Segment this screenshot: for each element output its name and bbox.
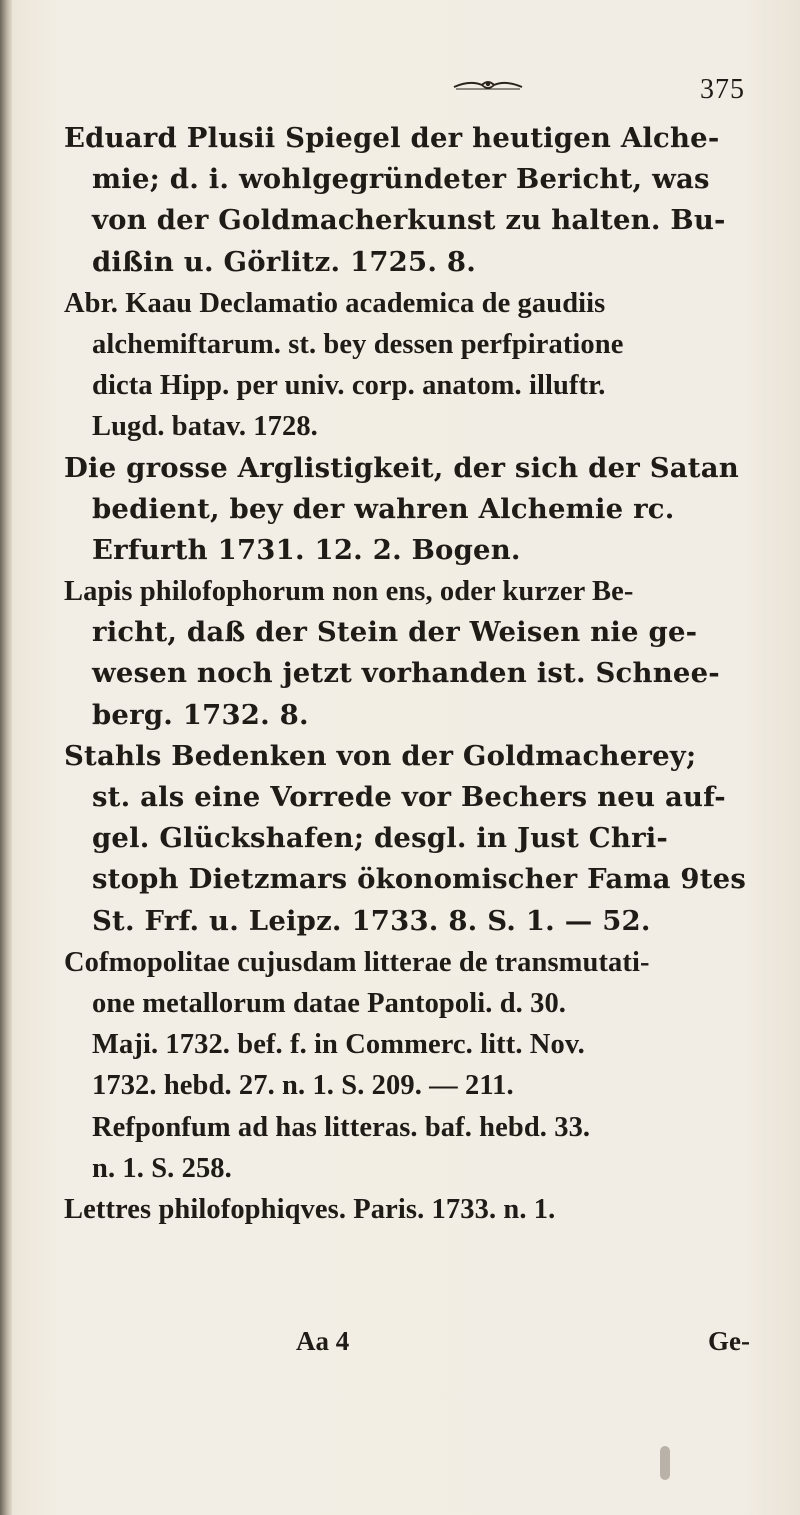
entry-5-line-3: 1732. hebd. 27. n. 1. S. 209. — 211. <box>92 1070 514 1102</box>
entry-4-line-1: st. als eine Vorrede vor Bechers neu auf- <box>92 781 726 813</box>
entry-5-line-4: Refponfum ad has litteras. baf. hebd. 33. <box>92 1111 591 1143</box>
entry-0-line-1: mie; d. i. wohlgegründeter Bericht, was <box>92 163 710 196</box>
entry-3-line-1: richt, daß der Stein der Weisen nie ge- <box>92 616 698 649</box>
entry-6-line-0: Lettres philofophiqves. Paris. 1733. n. 1. <box>64 1193 556 1225</box>
bibliography-entries <box>64 118 780 1230</box>
entry-0-line-3: dißin u. Görlitz. 1725. 8. <box>92 245 476 278</box>
entry-1-line-0: Abr. Kaau Declamatio academica de gaudiis <box>64 287 606 319</box>
entry-4-line-4: St. Frf. u. Leipz. 1733. 8. S. 1. — 52. <box>92 904 651 937</box>
entry-0-line-0: Eduard Plusii Spiegel der heutigen Alche- <box>64 122 720 154</box>
page-footer <box>64 1326 780 1368</box>
entry-1-line-1: alchemiftarum. st. bey dessen perfpiratione <box>92 328 624 360</box>
entry-5-line-1: one metallorum datae Pantopoli. d. 30. <box>92 987 567 1019</box>
header-ornament-icon <box>452 78 524 92</box>
entry-5-line-5: n. 1. S. 258. <box>92 1152 232 1184</box>
book-spine-edge <box>0 0 12 1515</box>
entry-2-line-1: bedient, bey der wahren Alchemie rc. <box>92 492 675 525</box>
entry-3-line-0: Lapis philofophorum non ens, oder kurzer Be- <box>64 576 634 608</box>
entry-5-line-0: Cofmopolitae cujusdam litterae de transmutati- <box>64 946 650 978</box>
entry-0-line-2: von der Goldmacherkunst zu halten. Bu- <box>92 204 726 237</box>
entry-2-line-0: Die grosse Arglistigkeit, der sich der Satan <box>64 451 739 484</box>
catchword: Ge- <box>708 1326 750 1356</box>
entry-3-line-3: berg. 1732. 8. <box>92 698 309 731</box>
signature-mark: Aa 4 <box>296 1326 350 1356</box>
entry-2-line-2: Erfurth 1731. 12. 2. Bogen. <box>92 533 521 566</box>
entry-1-line-3: Lugd. batav. 1728. <box>92 411 318 443</box>
entry-4-line-0: Stahls Bedenken von der Goldmacherey; <box>64 739 697 772</box>
entry-3-line-2: wesen noch jetzt vorhanden ist. Schnee- <box>92 657 720 690</box>
entry-4-line-3: stoph Dietzmars ökonomischer Fama 9tes <box>92 863 747 896</box>
page-number: 375 <box>700 74 745 105</box>
entry-4-line-2: gel. Glückshafen; desgl. in Just Chri- <box>92 822 669 855</box>
entry-5-line-2: Maji. 1732. bef. f. in Commerc. litt. Nov. <box>92 1029 585 1061</box>
entry-1-line-2: dicta Hipp. per univ. corp. anatom. illuftr. <box>92 370 606 402</box>
ink-smudge <box>660 1446 670 1480</box>
